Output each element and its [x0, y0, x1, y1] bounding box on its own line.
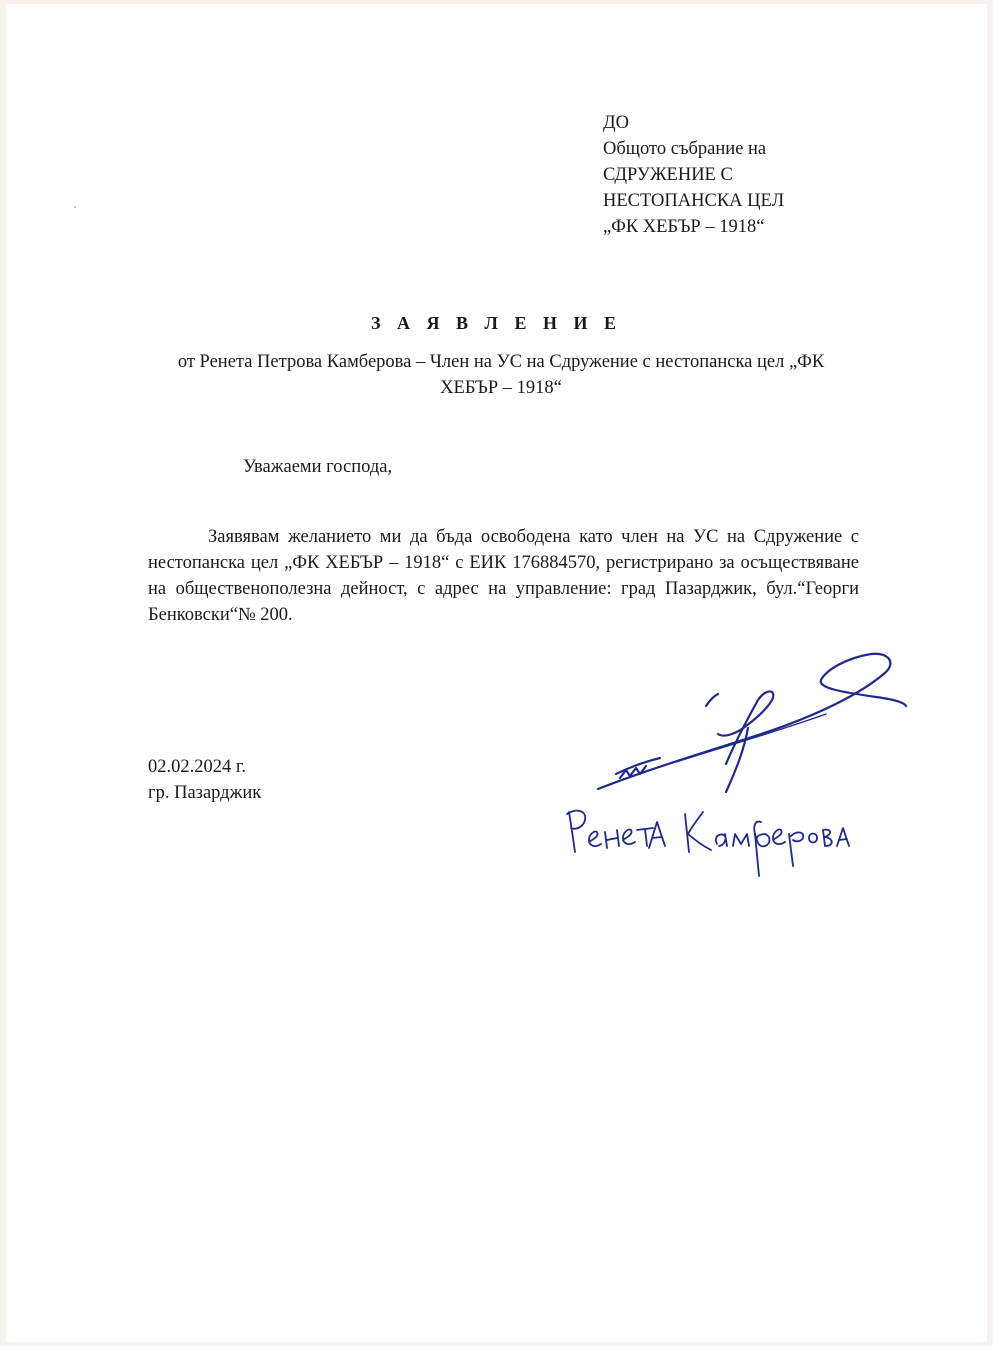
- from-line: от Ренета Петрова Камберова – Член на УС на Сдружение с нестопанска цел „ФК ХЕБЪР – 1918“: [177, 352, 825, 398]
- date-place-block: [148, 754, 261, 806]
- document-page: [6, 4, 987, 1342]
- place: гр. Пазарджик: [148, 783, 262, 803]
- addressee-block: [603, 110, 903, 240]
- addressee-line: НЕСТОПАНСКА ЦЕЛ: [603, 191, 785, 211]
- addressee-line: „ФК ХЕБЪР – 1918“: [603, 217, 765, 237]
- greeting: Уважаеми господа,: [243, 457, 393, 477]
- date: 02.02.2024 г.: [148, 757, 247, 777]
- addressee-line: Общото събрание на: [603, 139, 767, 159]
- addressee-line: СДРУЖЕНИЕ С: [603, 165, 733, 185]
- handwritten-name-signature: [561, 804, 851, 884]
- body-paragraph: Заявявам желанието ми да бъда освободена като член на УС на Сдружение с нестопанска цел „ФК ХЕБЪР – 1918“ с ЕИК 176884570, регистрирано за осъществяване на общественополезна дейност, с адрес на управление: град Пазарджик, бул.“Георги Бенковски“№ 200.: [148, 527, 859, 625]
- document-title: З А Я В Л Е Н И Е: [371, 313, 622, 333]
- signature-scribble: [586, 642, 916, 802]
- addressee-line: ДО: [603, 113, 629, 133]
- scan-speck: [74, 206, 76, 208]
